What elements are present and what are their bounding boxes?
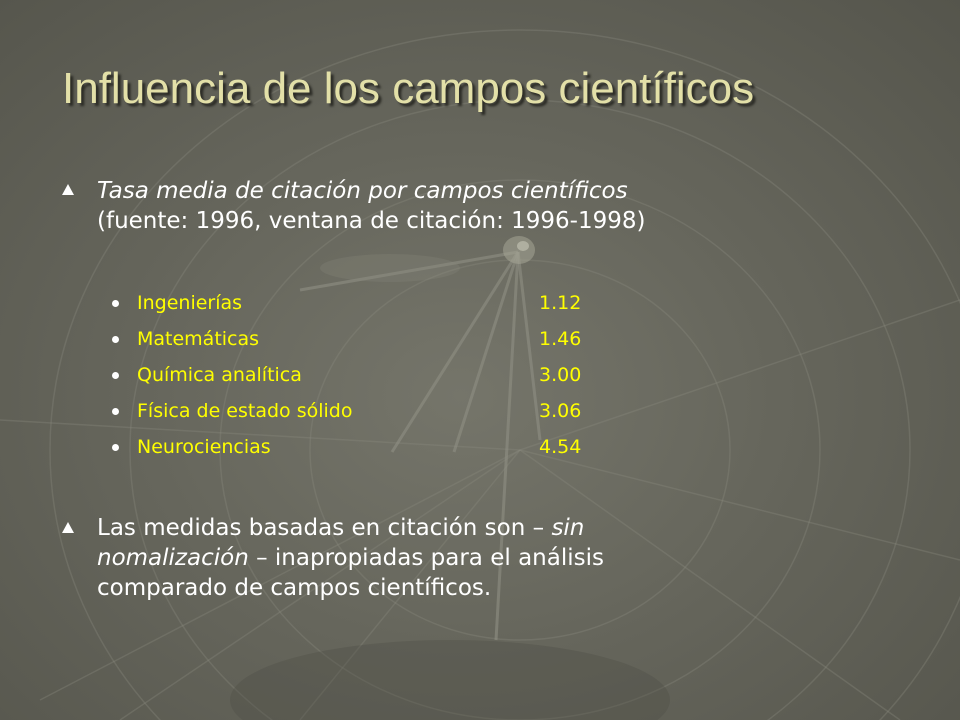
up-arrow-icon <box>62 522 74 533</box>
field-name: Ingenierías <box>137 292 243 314</box>
dot-icon <box>112 408 119 415</box>
field-name: Matemáticas <box>137 328 260 350</box>
bullet-citation-rate-line2: (fuente: 1996, ventana de citación: 1996-1998) <box>97 208 646 234</box>
slide-title: Influencia de los campos científicos <box>62 64 755 113</box>
bullet-conclusion-line2 <box>97 543 604 573</box>
bullet-conclusion-line3: comparado de campos científicos. <box>97 575 492 601</box>
field-name: Neurociencias <box>137 436 271 458</box>
field-value: 4.54 <box>539 436 582 458</box>
field-value: 1.46 <box>539 328 582 350</box>
bullet-citation-rate <box>97 176 646 236</box>
dot-icon <box>112 444 119 451</box>
field-name: Física de estado sólido <box>137 400 353 422</box>
field-name: Química analítica <box>137 364 302 386</box>
bullet-conclusion-line1-text: Las medidas basadas en citación son – <box>97 515 552 541</box>
field-value: 1.12 <box>539 292 582 314</box>
bullet-conclusion-line1-italic: sin <box>551 515 585 541</box>
dot-icon <box>112 300 119 307</box>
dot-icon <box>112 372 119 379</box>
field-value: 3.00 <box>539 364 582 386</box>
up-arrow-icon <box>62 184 74 195</box>
bullet-conclusion-line2-text: – inapropiadas para el análisis <box>248 545 604 571</box>
field-value: 3.06 <box>539 400 582 422</box>
bullet-conclusion <box>97 513 604 603</box>
bullet-citation-rate-line1: Tasa media de citación por campos científicos <box>97 178 628 204</box>
bullet-conclusion-line2-italic: nomalización <box>97 545 249 571</box>
dot-icon <box>112 336 119 343</box>
bullet-conclusion-line1 <box>97 513 604 543</box>
